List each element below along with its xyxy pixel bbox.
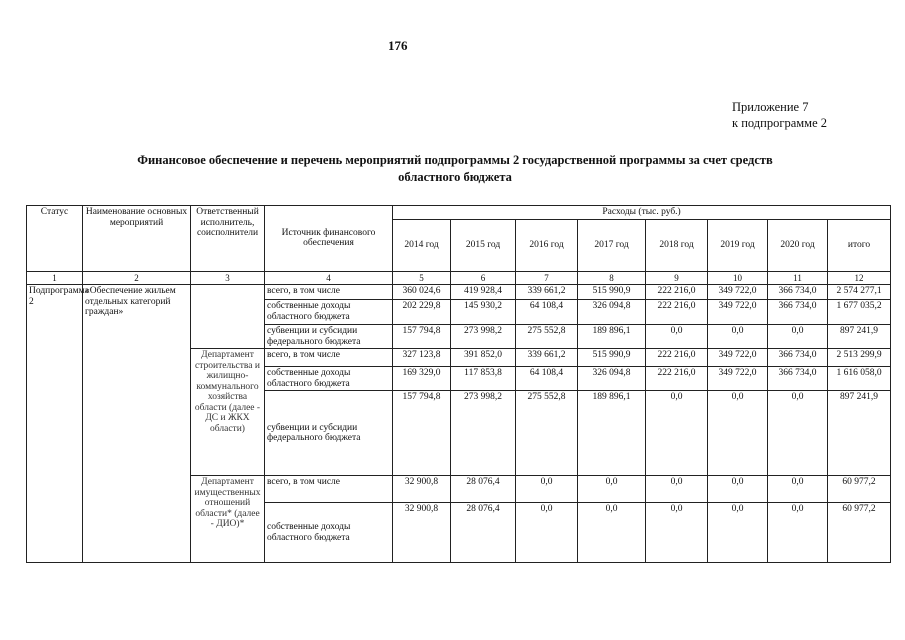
amount-cell: 60 977,2 xyxy=(828,503,891,563)
status-cell: Подпрограмма 2 xyxy=(27,285,83,563)
amount-cell: 349 722,0 xyxy=(708,285,768,300)
amount-cell: 222 216,0 xyxy=(646,300,708,325)
executor-cell: Департамент имущественных отношений области* (далее - ДИО)* xyxy=(191,476,265,563)
funding-source-cell: субвенции и субсидии федерального бюджета xyxy=(265,325,393,349)
amount-cell: 0,0 xyxy=(578,476,646,503)
amount-cell: 897 241,9 xyxy=(828,325,891,349)
funding-source-cell: собственные доходы областного бюджета xyxy=(265,367,393,391)
amount-cell: 515 990,9 xyxy=(578,285,646,300)
column-number-cell: 11 xyxy=(768,271,828,285)
header-expenses: Расходы (тыс. руб.) xyxy=(393,206,891,220)
amount-cell: 349 722,0 xyxy=(708,349,768,367)
amount-cell: 366 734,0 xyxy=(768,300,828,325)
amount-cell: 222 216,0 xyxy=(646,285,708,300)
funding-source-cell: субвенции и субсидии федерального бюджета xyxy=(265,391,393,476)
header-source: Источник финансового обеспечения xyxy=(265,206,393,272)
header-year-2018: 2018 год xyxy=(646,219,708,271)
appendix-line-1: Приложение 7 xyxy=(732,100,809,114)
amount-cell: 2 574 277,1 xyxy=(828,285,891,300)
amount-cell: 275 552,8 xyxy=(516,325,578,349)
header-row-1 xyxy=(27,206,891,220)
amount-cell: 0,0 xyxy=(768,503,828,563)
amount-cell: 60 977,2 xyxy=(828,476,891,503)
amount-cell: 0,0 xyxy=(708,476,768,503)
column-number-row xyxy=(27,271,891,285)
title-line-1: Финансовое обеспечение и перечень мероприятий подпрограммы 2 государственной программы за счет средств xyxy=(137,153,773,167)
amount-cell: 349 722,0 xyxy=(708,367,768,391)
column-number-cell: 6 xyxy=(451,271,516,285)
amount-cell: 1 677 035,2 xyxy=(828,300,891,325)
title-line-2: областного бюджета xyxy=(398,170,512,184)
amount-cell: 169 329,0 xyxy=(393,367,451,391)
amount-cell: 275 552,8 xyxy=(516,391,578,476)
executor-cell: Департамент строительства и жилищно-коммунального хозяйства области (далее - ДС и ЖКХ области) xyxy=(191,349,265,476)
amount-cell: 0,0 xyxy=(516,476,578,503)
amount-cell: 2 513 299,9 xyxy=(828,349,891,367)
page-number: 176 xyxy=(388,38,408,53)
column-number-cell: 9 xyxy=(646,271,708,285)
amount-cell: 202 229,8 xyxy=(393,300,451,325)
amount-cell: 339 661,2 xyxy=(516,349,578,367)
amount-cell: 349 722,0 xyxy=(708,300,768,325)
amount-cell: 0,0 xyxy=(708,325,768,349)
executor-cell xyxy=(191,285,265,349)
column-number-cell: 4 xyxy=(265,271,393,285)
column-number-cell: 12 xyxy=(828,271,891,285)
table-row xyxy=(27,285,891,300)
amount-cell: 0,0 xyxy=(646,476,708,503)
amount-cell: 326 094,8 xyxy=(578,367,646,391)
header-year-2014: 2014 год xyxy=(393,219,451,271)
amount-cell: 366 734,0 xyxy=(768,367,828,391)
amount-cell: 32 900,8 xyxy=(393,503,451,563)
amount-cell: 360 024,6 xyxy=(393,285,451,300)
appendix-line-2: к подпрограмме 2 xyxy=(732,116,827,130)
amount-cell: 327 123,8 xyxy=(393,349,451,367)
header-year-2016: 2016 год xyxy=(516,219,578,271)
header-name: Наименование основных мероприятий xyxy=(83,206,191,272)
header-year-2020: 2020 год xyxy=(768,219,828,271)
amount-cell: 0,0 xyxy=(768,391,828,476)
amount-cell: 0,0 xyxy=(768,476,828,503)
amount-cell: 28 076,4 xyxy=(451,476,516,503)
amount-cell: 339 661,2 xyxy=(516,285,578,300)
amount-cell: 117 853,8 xyxy=(451,367,516,391)
column-number-cell: 7 xyxy=(516,271,578,285)
amount-cell: 157 794,8 xyxy=(393,325,451,349)
amount-cell: 32 900,8 xyxy=(393,476,451,503)
document-title xyxy=(40,152,870,186)
amount-cell: 897 241,9 xyxy=(828,391,891,476)
amount-cell: 0,0 xyxy=(768,325,828,349)
amount-cell: 0,0 xyxy=(578,503,646,563)
column-number-cell: 2 xyxy=(83,271,191,285)
amount-cell: 366 734,0 xyxy=(768,285,828,300)
funding-source-cell: всего, в том числе xyxy=(265,285,393,300)
amount-cell: 64 108,4 xyxy=(516,367,578,391)
column-number-cell: 5 xyxy=(393,271,451,285)
amount-cell: 366 734,0 xyxy=(768,349,828,367)
amount-cell: 0,0 xyxy=(516,503,578,563)
activity-name-cell: «Обеспечение жильем отдельных категорий граждан» xyxy=(83,285,191,563)
amount-cell: 273 998,2 xyxy=(451,325,516,349)
funding-source-cell: собственные доходы областного бюджета xyxy=(265,503,393,563)
funding-source-cell: всего, в том числе xyxy=(265,349,393,367)
amount-cell: 145 930,2 xyxy=(451,300,516,325)
amount-cell: 326 094,8 xyxy=(578,300,646,325)
amount-cell: 0,0 xyxy=(708,391,768,476)
amount-cell: 273 998,2 xyxy=(451,391,516,476)
financing-table xyxy=(26,205,891,563)
amount-cell: 515 990,9 xyxy=(578,349,646,367)
amount-cell: 0,0 xyxy=(708,503,768,563)
header-year-2015: 2015 год xyxy=(451,219,516,271)
amount-cell: 28 076,4 xyxy=(451,503,516,563)
amount-cell: 189 896,1 xyxy=(578,391,646,476)
amount-cell: 0,0 xyxy=(646,503,708,563)
column-number-cell: 8 xyxy=(578,271,646,285)
header-total: итого xyxy=(828,219,891,271)
column-number-cell: 10 xyxy=(708,271,768,285)
amount-cell: 157 794,8 xyxy=(393,391,451,476)
column-number-cell: 3 xyxy=(191,271,265,285)
header-year-2019: 2019 год xyxy=(708,219,768,271)
amount-cell: 189 896,1 xyxy=(578,325,646,349)
header-status: Статус xyxy=(27,206,83,272)
amount-cell: 64 108,4 xyxy=(516,300,578,325)
header-year-2017: 2017 год xyxy=(578,219,646,271)
amount-cell: 0,0 xyxy=(646,325,708,349)
amount-cell: 0,0 xyxy=(646,391,708,476)
column-number-cell: 1 xyxy=(27,271,83,285)
header-executor: Ответственный исполнитель, соисполнители xyxy=(191,206,265,272)
funding-source-cell: всего, в том числе xyxy=(265,476,393,503)
amount-cell: 222 216,0 xyxy=(646,349,708,367)
amount-cell: 391 852,0 xyxy=(451,349,516,367)
amount-cell: 1 616 058,0 xyxy=(828,367,891,391)
amount-cell: 419 928,4 xyxy=(451,285,516,300)
funding-source-cell: собственные доходы областного бюджета xyxy=(265,300,393,325)
amount-cell: 222 216,0 xyxy=(646,367,708,391)
appendix-note xyxy=(732,99,827,131)
